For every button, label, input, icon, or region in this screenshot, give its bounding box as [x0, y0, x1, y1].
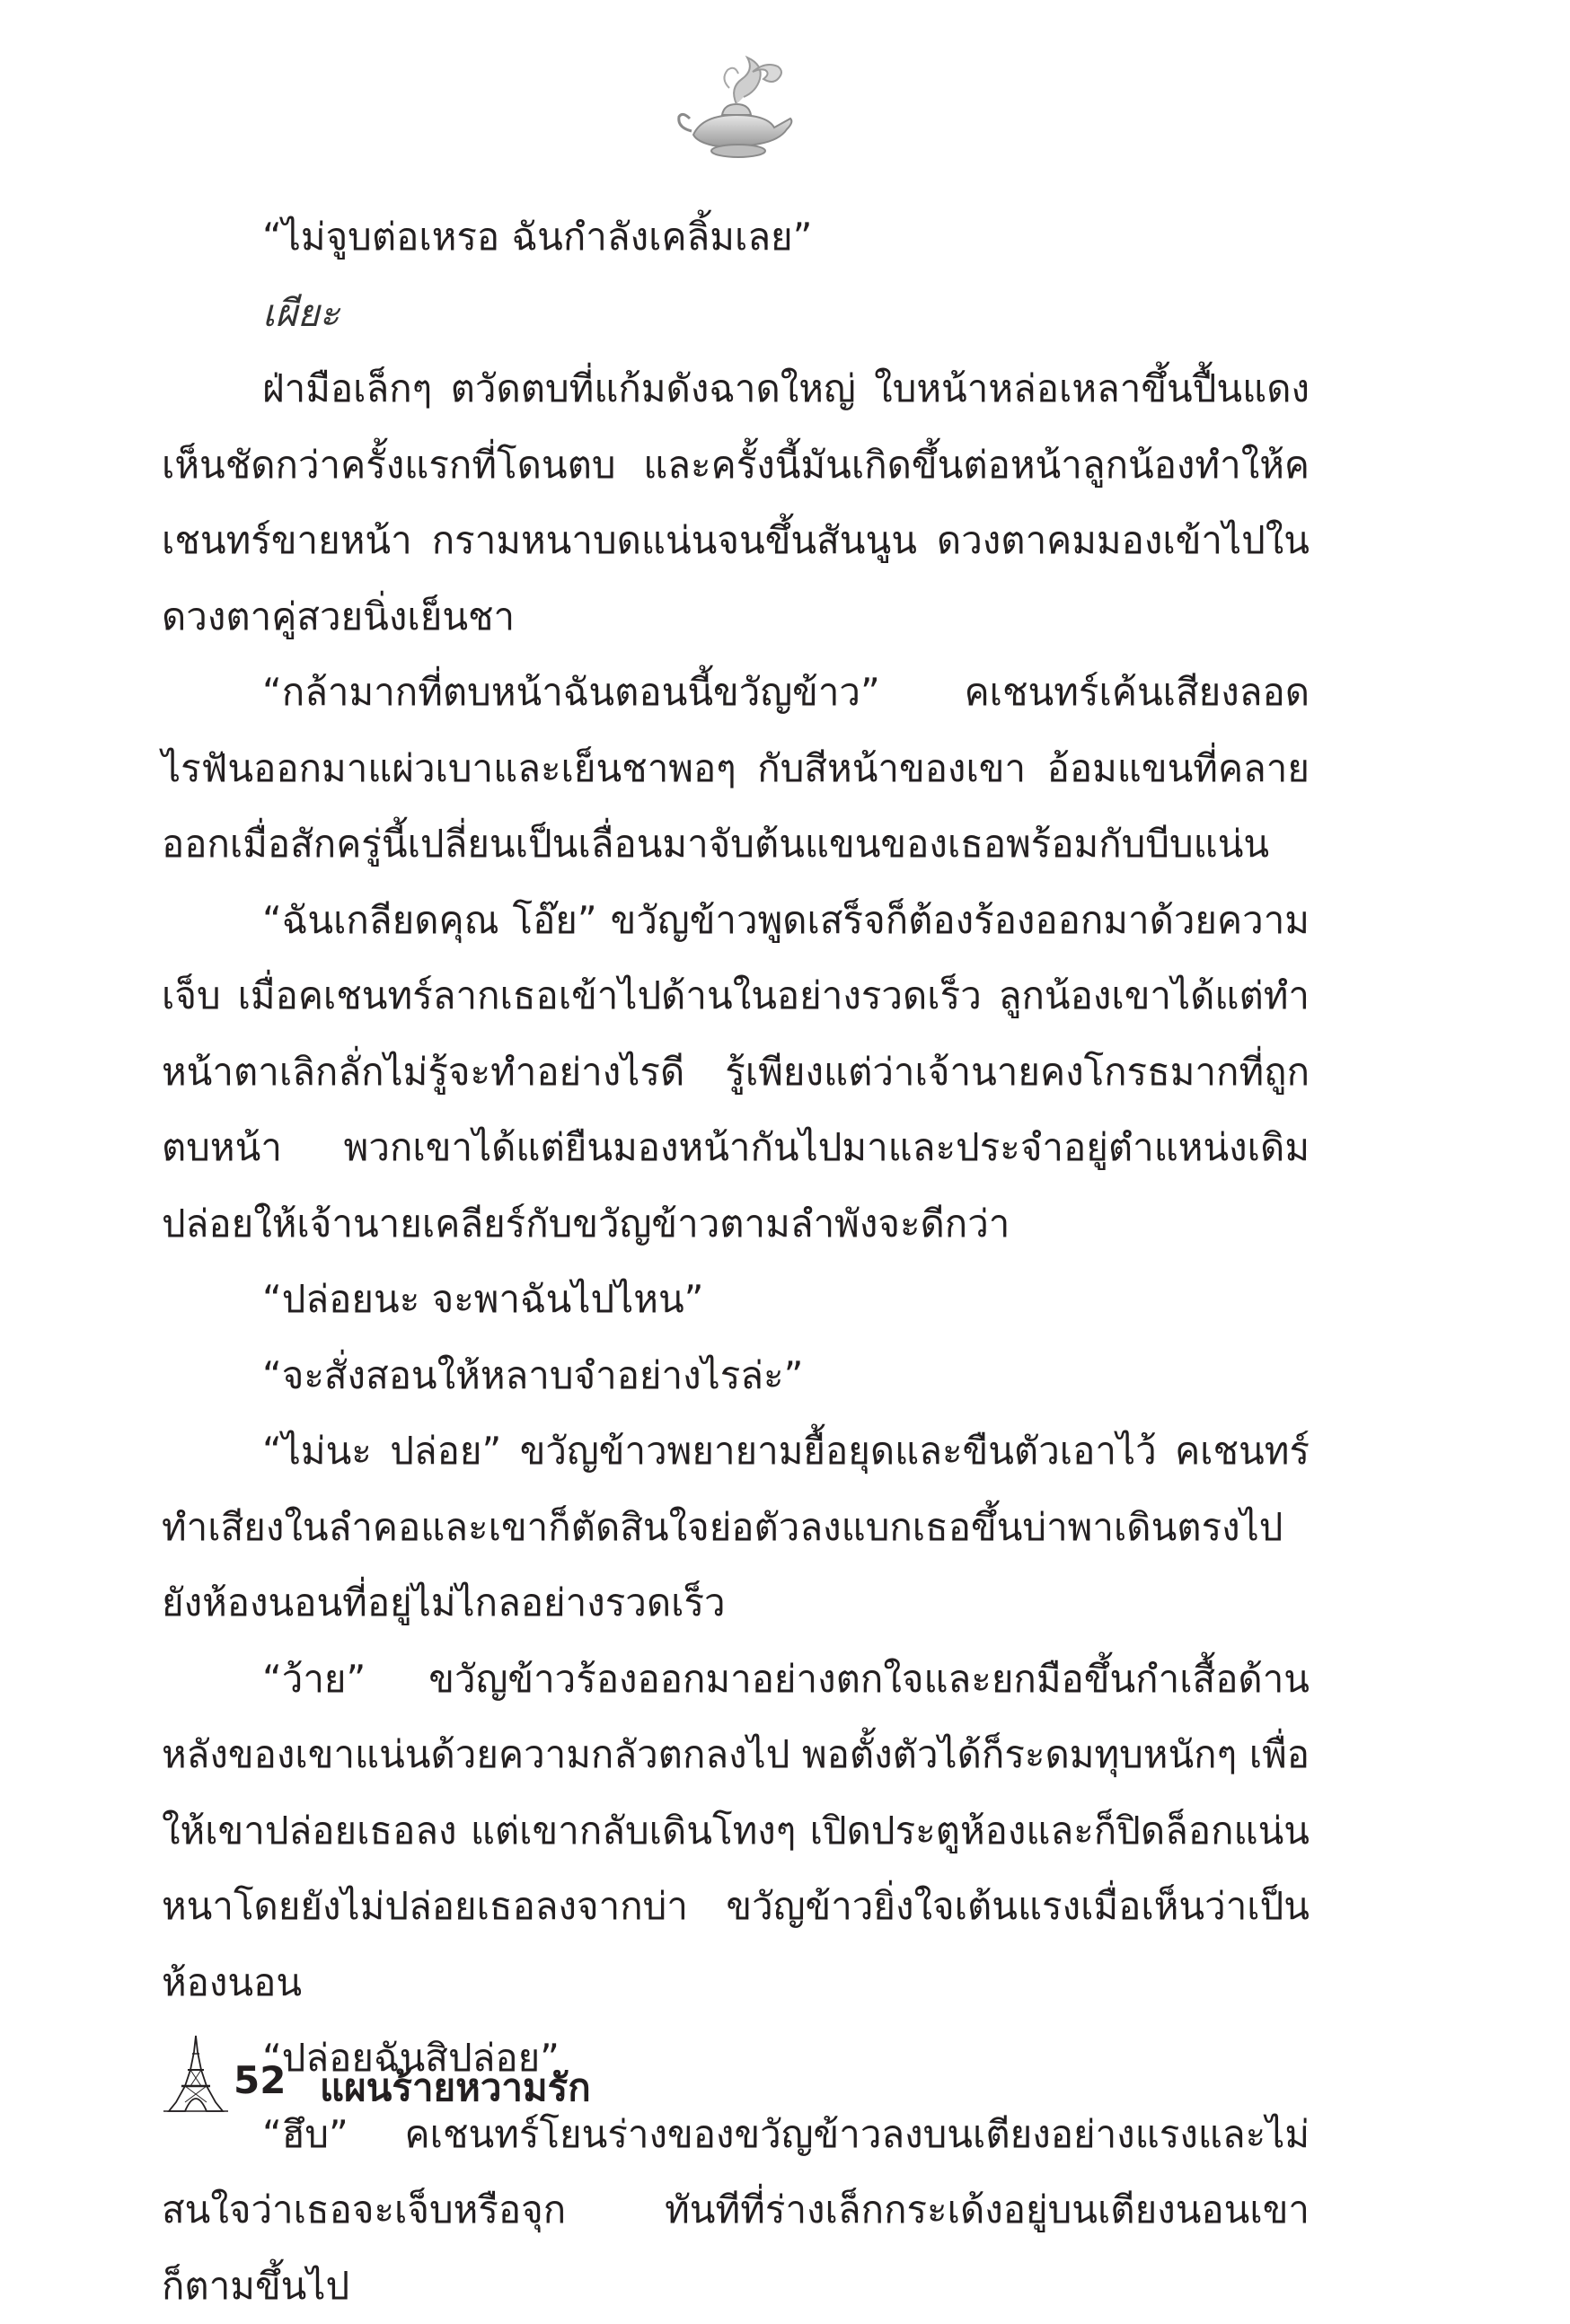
- paragraph-italic-sound: เผียะ: [162, 276, 1310, 352]
- paragraph: ฝ่ามือเล็กๆ ตวัดตบที่แก้มดังฉาดใหญ่ ใบหน้าหล่อเหลาขึ้นปื้นแดงเห็นชัดกว่าครั้งแรกที่โดนตบ และครั้งนี้มันเกิดขึ้นต่อหน้าลูกน้องทำให้คเชนทร์ขายหน้า กรามหนาบดแน่นจนขึ้นสันนูน ดวงตาคมมองเข้าไปในดวงตาคู่สวยนิ่งเย็นชา: [162, 351, 1310, 655]
- paragraph: “ไม่จูบต่อเหรอ ฉันกำลังเคลิ้มเลย”: [162, 199, 1310, 276]
- page-footer: [160, 2034, 968, 2115]
- page-number: 52: [234, 2058, 286, 2102]
- paragraph: “จะสั่งสอนให้หลาบจำอย่างไรล่ะ”: [162, 1338, 1310, 1414]
- paragraph: “ว้าย” ขวัญข้าวร้องออกมาอย่างตกใจและยกมือขึ้นกำเสื้อด้านหลังของเขาแน่นด้วยความกลัวตกลงไป พอตั้งตัวได้ก็ระดมทุบหนักๆ เพื่อให้เขาปล่อยเธอลง แต่เขากลับเดินโทงๆ เปิดประตูห้องและก็ปิดล็อกแน่นหนาโดยยังไม่ปล่อยเธอลงจากบ่า ขวัญข้าวยิ่งใจเต้นแรงเมื่อเห็นว่าเป็นห้องนอน: [162, 1642, 1310, 2021]
- paragraph: “ฮึบ” คเชนทร์โยนร่างของขวัญข้าวลงบนเตียงอย่างแรงและไม่สนใจว่าเธอจะเจ็บหรือจุก ทันทีที่ร่างเล็กกระเด้งอยู่บนเตียงนอนเขาก็ตามขึ้นไป: [162, 2097, 1310, 2324]
- paragraph: “ไม่นะ ปล่อย” ขวัญข้าวพยายามยื้อยุดและขืนตัวเอาไว้ คเชนทร์ทำเสียงในลำคอและเขาก็ตัดสินใจย่อตัวลงแบกเธอขึ้นบ่าพาเดินตรงไปยังห้องนอนที่อยู่ไม่ไกลอย่างรวดเร็ว: [162, 1413, 1310, 1642]
- book-title: แผนร้ายหวามรัก: [320, 2058, 591, 2117]
- eiffel-tower-icon: [160, 2034, 232, 2113]
- paragraph: “ปล่อยฉันสิปล่อย”: [162, 2020, 1310, 2097]
- paragraph: “ฉันเกลียดคุณ โอ๊ย” ขวัญข้าวพูดเสร็จก็ต้องร้องออกมาด้วยความเจ็บ เมื่อคเชนทร์ลากเธอเข้าไปด้านในอย่างรวดเร็ว ลูกน้องเขาได้แต่ทำหน้าตาเลิกลั่กไม่รู้จะทำอย่างไรดี รู้เพียงแต่ว่าเจ้านายคงโกรธมากที่ถูกตบหน้า พวกเขาได้แต่ยืนมองหน้ากันไปมาและประจำอยู่ตำแหน่งเดิมปล่อยให้เจ้านายเคลียร์กับขวัญข้าวตามลำพังจะดีกว่า: [162, 883, 1310, 1263]
- paragraph: “กล้ามากที่ตบหน้าฉันตอนนี้ขวัญข้าว” คเชนทร์เค้นเสียงลอดไรฟันออกมาแผ่วเบาและเย็นชาพอๆ กับสีหน้าของเขา อ้อมแขนที่คลายออกเมื่อสักครู่นี้เปลี่ยนเป็นเลื่อนมาจับต้นแขนของเธอพร้อมกับบีบแน่น: [162, 655, 1310, 883]
- paragraph: “ปล่อยนะ จะพาฉันไปไหน”: [162, 1262, 1310, 1338]
- genie-lamp-icon: [666, 52, 801, 160]
- story-body: [162, 199, 1310, 2324]
